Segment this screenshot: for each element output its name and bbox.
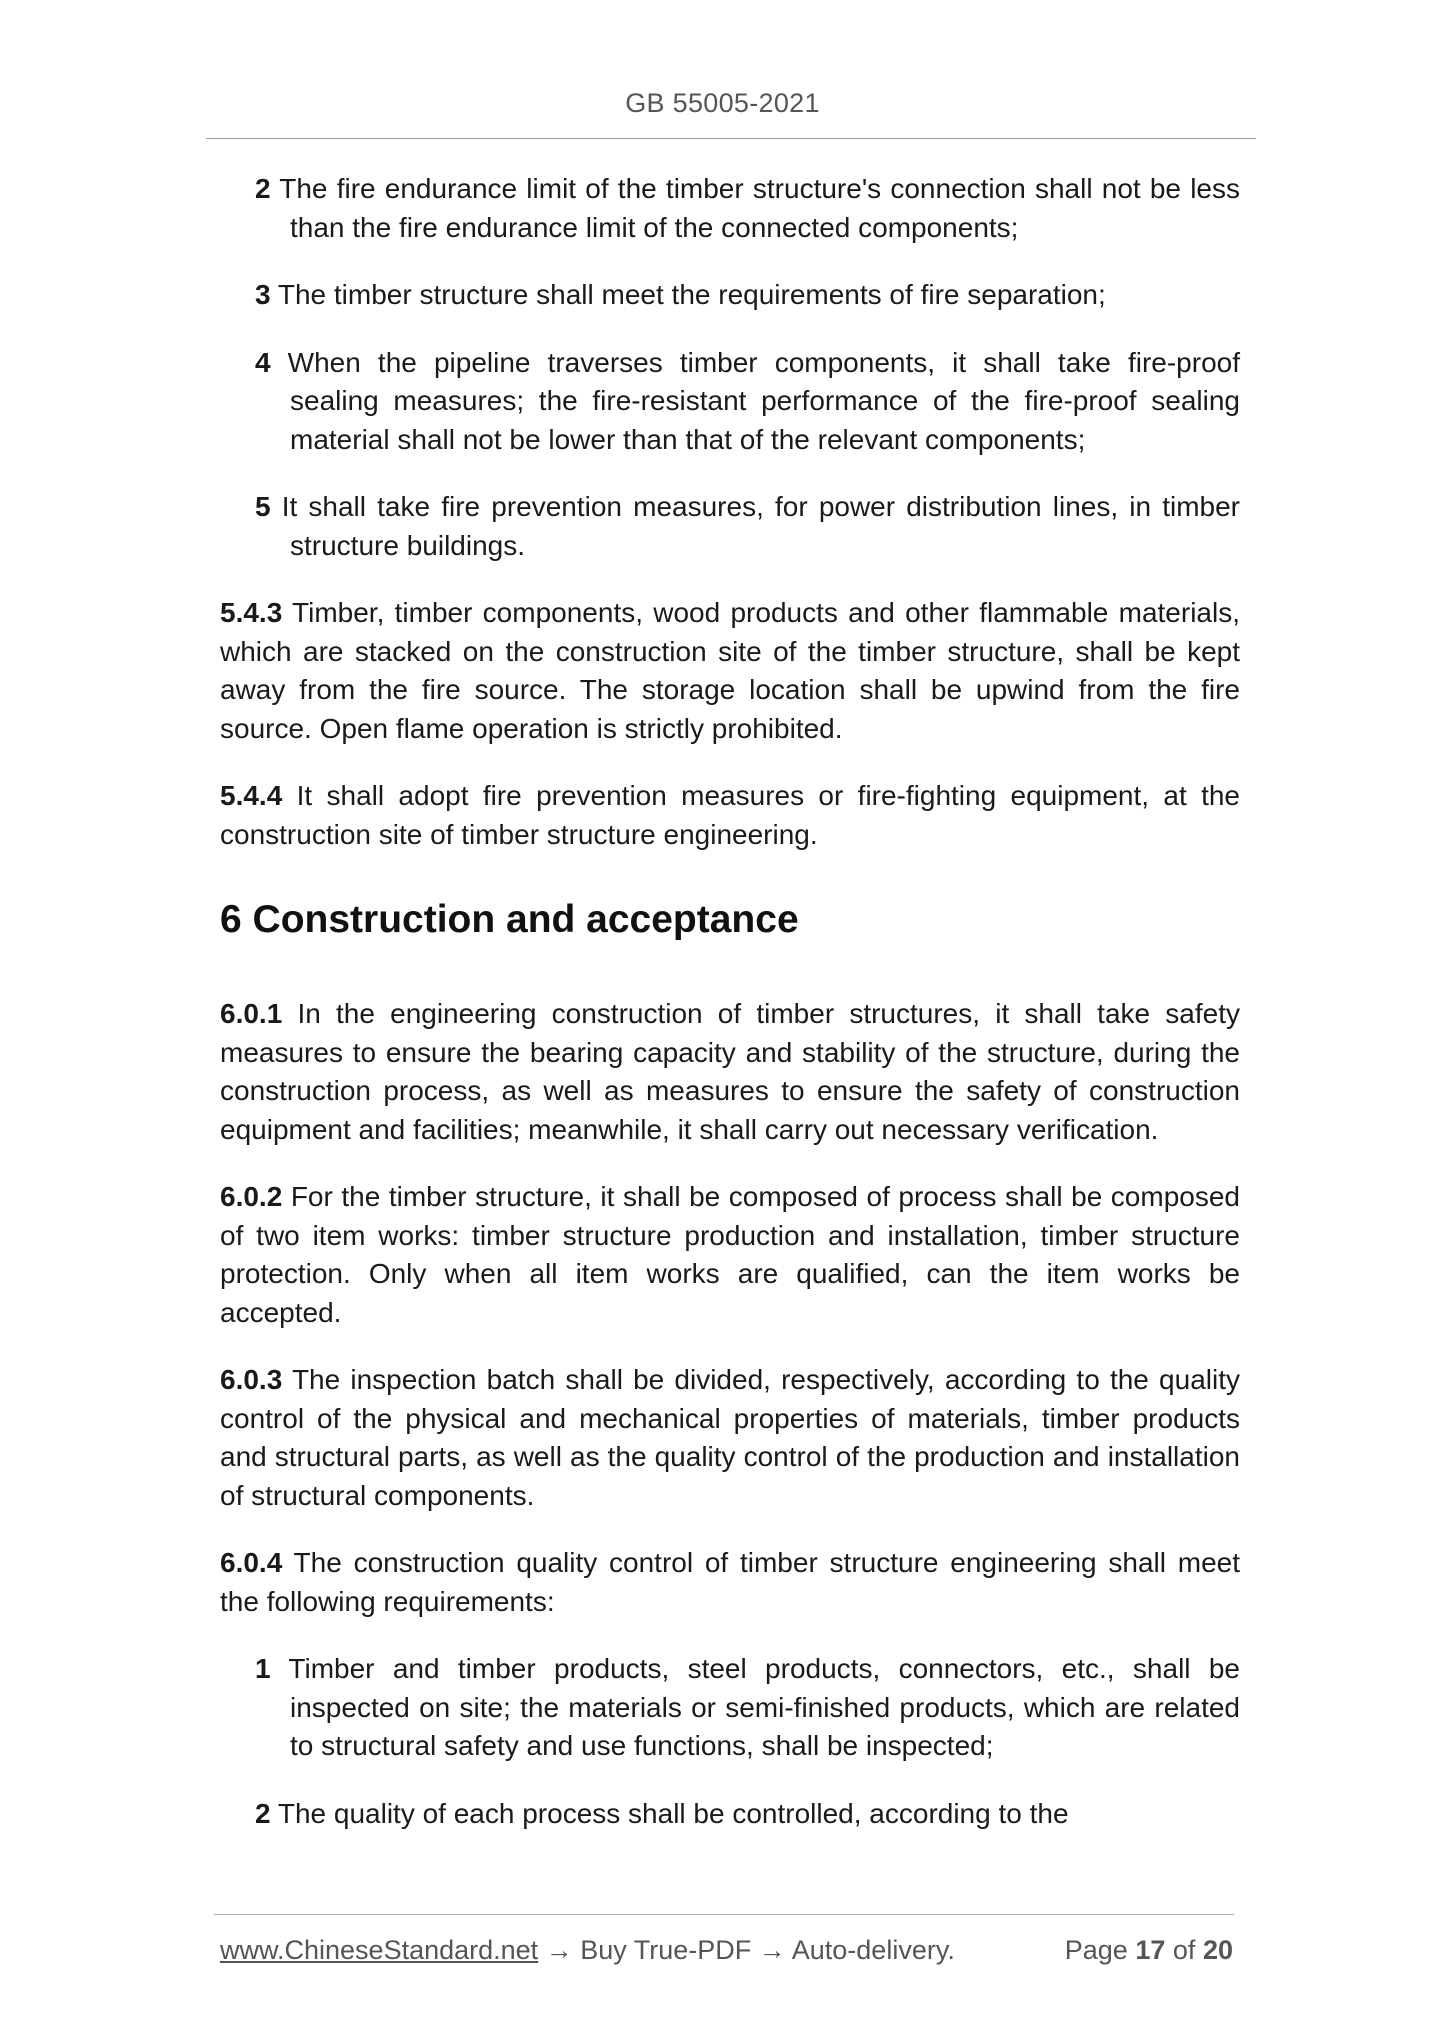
page-total: 20 — [1202, 1935, 1233, 1965]
item-number: 1 — [255, 1653, 271, 1684]
item-number: 2 — [255, 1797, 271, 1829]
item-text: The quality of each process shall be controlled, according to the — [270, 1797, 1069, 1829]
arrow-right-icon: → — [545, 1935, 573, 1965]
delivery-text: Auto-delivery. — [785, 1935, 955, 1965]
clause-paragraph — [220, 1178, 1240, 1332]
list-item — [255, 488, 1240, 565]
clause-text: For the timber structure, it shall be composed of process shall be composed of two item works: timber structure production and installation, timber structure protection. Only when all item works are qualified, can the item works be accepted. — [220, 1181, 1240, 1328]
clause-paragraph — [220, 594, 1240, 748]
list-item — [255, 1650, 1240, 1766]
clause-paragraph — [220, 995, 1240, 1149]
item-text: The timber structure shall meet the requirements of fire separation; — [270, 279, 1106, 310]
item-number: 4 — [255, 346, 271, 378]
website-link[interactable]: www.ChineseStandard.net — [220, 1935, 539, 1965]
list-item — [255, 344, 1240, 460]
footer-promo — [220, 1935, 955, 1966]
clause-text: It shall adopt fire prevention measures or fire-fighting equipment, at the construction site of timber structure engineering. — [220, 780, 1240, 850]
clause-number: 5.4.3 — [220, 597, 283, 628]
clause-text: The construction quality control of timber structure engineering shall meet the following requirements: — [220, 1547, 1240, 1617]
item-text: When the pipeline traverses timber components, it shall take fire-proof sealing measures; the fire-resistant performance of the fire-proof sealing material shall not be lower than that of the relevant components; — [270, 346, 1240, 455]
section-heading: 6 Construction and acceptance — [220, 898, 799, 941]
clause-number: 5.4.4 — [220, 780, 283, 811]
page-of: of — [1172, 1935, 1196, 1965]
item-text: It shall take fire prevention measures, for power distribution lines, in timber structure buildings. — [270, 491, 1240, 561]
list-item — [255, 276, 1240, 315]
arrow-right-icon: → — [758, 1935, 786, 1965]
page-footer — [220, 1935, 1233, 1966]
document-code: GB 55005-2021 — [625, 88, 820, 118]
item-text: The fire endurance limit of the timber structure's connection shall not be less than the fire endurance limit of the connected components; — [270, 173, 1240, 243]
list-item — [255, 170, 1240, 247]
clause-number: 6.0.2 — [220, 1181, 283, 1212]
page-label: Page — [1064, 1935, 1128, 1965]
item-number: 2 — [255, 173, 271, 204]
clause-number: 6.0.3 — [220, 1364, 283, 1395]
footer-divider — [214, 1914, 1234, 1915]
page-current: 17 — [1135, 1935, 1166, 1965]
clause-text: Timber, timber components, wood products and other flammable materials, which are stacked on the construction site of the timber structure, shall be kept away from the fire source. The storage location shall be upwind from the fire source. Open flame operation is strictly prohibited. — [220, 597, 1240, 744]
clause-text: In the engineering construction of timber structures, it shall take safety measures to ensure the bearing capacity and stability of the structure, during the construction process, as well as measures to ensure the safety of construction equipment and facilities; meanwhile, it shall carry out necessary verification. — [220, 998, 1240, 1145]
item-text: Timber and timber products, steel products, connectors, etc., shall be inspected on site; the materials or semi-finished products, which are related to structural safety and use functions, shall be inspected; — [270, 1653, 1240, 1761]
clause-paragraph — [220, 777, 1240, 854]
clause-number: 6.0.1 — [220, 998, 283, 1029]
item-number: 3 — [255, 279, 271, 310]
clause-text: The inspection batch shall be divided, respectively, according to the quality control of the physical and mechanical properties of materials, timber products and structural parts, as well as the quality control of the production and installation of structural components. — [220, 1364, 1240, 1511]
page-indicator — [1065, 1935, 1233, 1966]
list-item — [255, 1795, 1240, 1834]
item-number: 5 — [255, 491, 271, 522]
buy-text: Buy True-PDF — [572, 1935, 759, 1965]
header-divider — [206, 138, 1256, 139]
clause-paragraph — [220, 1544, 1240, 1621]
page-body — [220, 170, 1240, 1862]
clause-number: 6.0.4 — [220, 1547, 283, 1578]
clause-paragraph — [220, 1361, 1240, 1515]
